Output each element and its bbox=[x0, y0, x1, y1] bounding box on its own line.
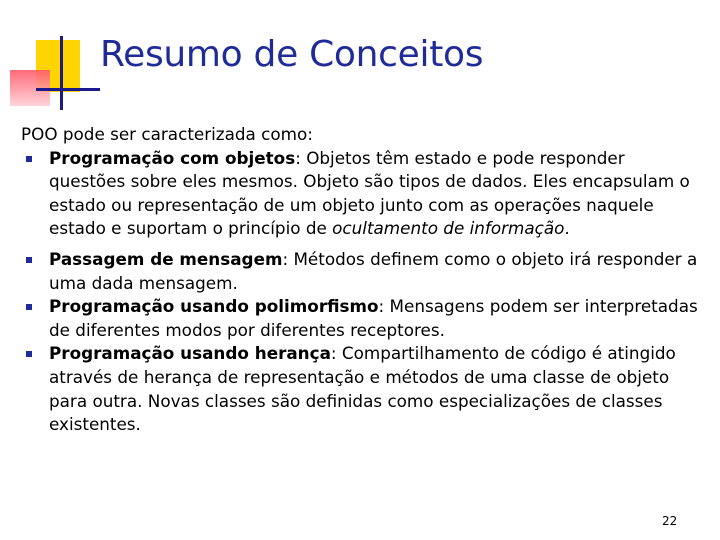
item-term: Programação usando polimorfismo bbox=[49, 296, 379, 317]
item-text: : Mensagens podem ser interpretadas de diferentes modos por diferentes receptores. bbox=[49, 296, 698, 340]
item-text: : Objetos têm estado e pode responder questões sobre eles mesmos. Objeto são tipos de dados. Eles encapsulam o estado ou representação de um objeto junto com as operações naquele estado e suportam o princípio de bbox=[49, 147, 690, 239]
list-item-polymorphism bbox=[21, 295, 701, 342]
square-bullet-icon bbox=[26, 257, 32, 263]
concept-list bbox=[21, 147, 701, 437]
item-end: . bbox=[564, 218, 570, 239]
item-term: Passagem de mensagem bbox=[49, 248, 283, 269]
intro-text: POO pode ser caracterizada como: bbox=[21, 124, 313, 144]
item-text: : Compartilhamento de código é atingido através de herança de representação e métodos de uma classe de objeto para outra. Novas classes são definidas como especializações de classes existentes. bbox=[49, 343, 676, 435]
square-bullet-icon bbox=[26, 304, 32, 310]
page-number: 22 bbox=[662, 514, 678, 528]
slide-title: Resumo de Conceitos bbox=[100, 34, 484, 75]
slide-body bbox=[21, 123, 701, 437]
logo-vertical-line bbox=[60, 36, 63, 110]
item-text: : Métodos definem como o objeto irá responder a uma dada mensagem. bbox=[49, 248, 698, 293]
logo-horizontal-line bbox=[36, 88, 100, 91]
list-item-inheritance bbox=[21, 342, 701, 436]
list-item-messages bbox=[21, 248, 701, 295]
slide-logo bbox=[0, 0, 100, 110]
square-bullet-icon bbox=[26, 351, 32, 357]
item-emphasis: ocultamento de informação bbox=[332, 218, 565, 239]
list-item-objects bbox=[21, 147, 701, 241]
item-term: Programação com objetos bbox=[49, 147, 296, 168]
item-term: Programação usando herança bbox=[49, 343, 331, 364]
square-bullet-icon bbox=[26, 156, 32, 162]
